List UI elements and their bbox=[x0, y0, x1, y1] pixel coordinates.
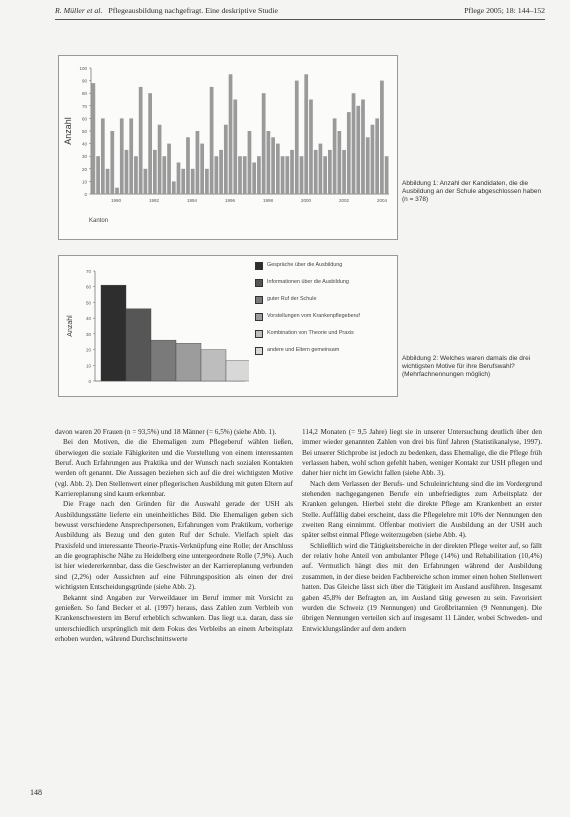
bar bbox=[328, 150, 332, 194]
y-tick-label: 80 bbox=[81, 91, 87, 97]
legend-swatch bbox=[255, 279, 263, 287]
bar bbox=[356, 106, 360, 194]
y-tick-label: 60 bbox=[81, 116, 87, 122]
bar bbox=[309, 100, 313, 195]
y-tick-label: 0 bbox=[88, 379, 91, 384]
legend-swatch bbox=[255, 313, 263, 321]
bar bbox=[300, 156, 304, 194]
bar bbox=[106, 169, 110, 194]
bar bbox=[153, 150, 157, 194]
bar bbox=[148, 93, 152, 194]
x-tick-label: 2000 bbox=[300, 198, 312, 203]
bar bbox=[139, 87, 143, 194]
header-citation: Pflege 2005; 18: 144–152 bbox=[464, 6, 545, 15]
bar bbox=[371, 125, 375, 194]
y-tick-label: 30 bbox=[85, 331, 91, 337]
figure-1-frame bbox=[58, 55, 398, 240]
bar bbox=[257, 156, 261, 194]
paragraph: davon waren 20 Frauen (n = 93,5%) und 18 Männer (= 6,5%) (siehe Abb. 1). bbox=[55, 428, 277, 436]
bar bbox=[101, 118, 105, 194]
bar bbox=[177, 163, 181, 195]
x-tick-label: 1994 bbox=[186, 198, 198, 203]
bar bbox=[120, 118, 124, 194]
bar bbox=[210, 87, 214, 194]
bar bbox=[92, 83, 96, 194]
bar bbox=[333, 118, 337, 194]
bar bbox=[226, 361, 249, 381]
x-tick-label: 2002 bbox=[338, 198, 350, 203]
bar bbox=[252, 163, 256, 195]
legend-label: Kombination von Theorie und Praxis bbox=[267, 330, 354, 336]
header-authors: R. Müller et al. bbox=[55, 6, 103, 15]
figure-1-chart bbox=[59, 56, 397, 239]
bar bbox=[285, 156, 289, 194]
bar bbox=[276, 144, 280, 194]
bar bbox=[385, 156, 389, 194]
legend-swatch bbox=[255, 296, 263, 304]
bar bbox=[342, 150, 346, 194]
x-tick-label: 2004 bbox=[376, 198, 388, 203]
page-number: 148 bbox=[30, 788, 42, 797]
x-tick-label: 1996 bbox=[224, 198, 236, 203]
legend-item bbox=[255, 296, 390, 313]
legend-label: Gespräche über die Ausbildung bbox=[267, 262, 343, 268]
y-tick-label: 60 bbox=[85, 284, 91, 290]
bar bbox=[366, 137, 370, 194]
bar bbox=[200, 144, 204, 194]
paragraph: Die Frage nach den Gründen für die Auswahl gerade der USH als Ausbildungsstätte lieferte ein uneinheitliches Bild. Die Ehemaligen geben sich bewusst verschiedene Ansprechpersonen, Erfahrungen vom Praktikum, vorherige Ausbildung als Bezug und den guten Ruf der Schule. Vielfach spielt das Praxisfeld und interessante Theorie-Praxis-Verknüpfung eine Rolle; der Anschluss an die geographische Nähe zu Heidelberg eine untergeordnete Rolle (7,9%). Auch ist hier wiedererkennbar, dass die Geschwister an der Karriereplanung verbunden sind (2,2%) oder Aussichten auf eine Führungsposition als einen der drei wichtigsten Entscheidungsgründe (siehe Abb. 2). bbox=[55, 500, 293, 592]
y-tick-label: 40 bbox=[81, 141, 87, 147]
figure-2-caption: Abbildung 2: Welches waren damals die drei wichtigsten Motive für ihre Berufswahl? (Mehrfachnennungen möglich) bbox=[402, 355, 531, 379]
bar bbox=[126, 309, 151, 381]
text-column-right bbox=[302, 427, 542, 634]
bar bbox=[375, 118, 379, 194]
bar bbox=[281, 156, 285, 194]
bar bbox=[129, 118, 133, 194]
figure-1-caption: Abbildung 1: Anzahl der Kandidaten, die die Ausbildung an der Schule abgeschlossen haben (n = 378) bbox=[402, 180, 542, 204]
paragraph: Bei den Motiven, die die Ehemaligen zum Pflegeberuf wählen ließen, überwiegen die soziale Fähigkeiten und die Vorstellung von einem interessanten Beruf. Auch Erfahrungen aus Praktika und der Wunsch nach sozialen Kontakten werden oft genannt. Die Aussagen beziehen sich auf die drei wichtigsten Motive (vgl. Abb. 2). Den Stellenwert einer pflegerischen Ausbildung mit guten Eltern auf Karriereplanung sind kaum erkennbar. bbox=[55, 438, 293, 499]
x-tick-label: 1990 bbox=[110, 198, 122, 203]
bar bbox=[125, 150, 129, 194]
bar bbox=[243, 156, 247, 194]
bar bbox=[196, 131, 200, 194]
bar bbox=[134, 156, 138, 194]
bar bbox=[181, 169, 185, 194]
legend-item bbox=[255, 330, 390, 347]
paragraph: Bekannt sind Angaben zur Verweildauer im Beruf immer mit Vorsicht zu genießen. So fand Becker et al. (1997) heraus, dass Zahlen zum Verbleib von Krankenschwestern im Beruf erheblich schwanken. Das liegt u.a. daran, dass sie unterschiedlich ursprünglich mit dem Fokus des Verbleibs an einem Arbeitsplatz erhoben wurden, während Durchschnittswerte bbox=[55, 593, 293, 643]
bar bbox=[314, 150, 318, 194]
bar bbox=[162, 156, 166, 194]
y-axis-label: Anzahl bbox=[67, 315, 74, 337]
legend-swatch bbox=[255, 347, 263, 355]
legend-item bbox=[255, 313, 390, 330]
bar bbox=[110, 131, 114, 194]
y-tick-label: 40 bbox=[85, 316, 91, 322]
bar bbox=[214, 156, 218, 194]
bar bbox=[205, 169, 209, 194]
bar bbox=[101, 285, 126, 381]
legend-label: guter Ruf der Schule bbox=[267, 296, 317, 302]
header-title: Pflegeausbildung nachgefragt. Eine deskriptive Studie bbox=[108, 6, 278, 15]
y-tick-label: 30 bbox=[81, 154, 87, 160]
y-tick-label: 50 bbox=[81, 129, 87, 134]
bar bbox=[271, 137, 275, 194]
bar bbox=[219, 150, 223, 194]
bar bbox=[224, 125, 228, 194]
y-tick-label: 100 bbox=[79, 66, 87, 71]
bar bbox=[176, 343, 201, 381]
bar bbox=[238, 156, 242, 194]
bar bbox=[248, 131, 252, 194]
y-axis-label: Anzahl bbox=[63, 117, 73, 145]
bar bbox=[262, 93, 266, 194]
bar bbox=[233, 100, 237, 195]
legend-swatch bbox=[255, 330, 263, 338]
bar bbox=[380, 81, 384, 194]
legend-label: Informationen über die Ausbildung bbox=[267, 279, 349, 285]
x-tick-label: 1992 bbox=[148, 198, 160, 203]
bar bbox=[361, 100, 365, 195]
bar bbox=[295, 81, 299, 194]
bar bbox=[96, 156, 100, 194]
y-tick-label: 90 bbox=[81, 78, 87, 84]
y-tick-label: 50 bbox=[85, 300, 91, 306]
y-tick-label: 10 bbox=[81, 179, 87, 185]
text-column-left bbox=[55, 427, 293, 644]
paragraph: Schließlich wird die Tätigkeitsbereiche in der direkten Pflege weiter auf, so fällt der relativ hohe Anteil von ambulanter Pflege (14%) und Rehabilitation (10,4%) auf. Vermutlich hängt dies mit den Erfahrungen während der Ausbildung zusammen, in der diese beiden Fachbereiche schon immer einen hohen Stellenwert hatten. Das Gleiche lässt sich über die Tätigkeit im Ausland ausführen. Insgesamt gaben 45,8% der Befragten an, im Ausland tätig gewesen zu sein. Favorisiert wurden die Schweiz (19 Nennungen) und Großbritannien (9 Nennungen). Die übrigen Nennungen verteilen sich auf insgesamt 11 Länder, wobei Schweden- und Entwicklungsländer auf dem andern bbox=[302, 541, 542, 633]
header-rule bbox=[55, 19, 545, 20]
bar bbox=[337, 131, 341, 194]
y-tick-label: 70 bbox=[81, 103, 87, 109]
y-tick-label: 0 bbox=[84, 192, 87, 197]
legend-item bbox=[255, 347, 390, 364]
bar bbox=[201, 350, 226, 381]
bar bbox=[304, 74, 308, 194]
bar bbox=[229, 74, 233, 194]
bar bbox=[167, 144, 171, 194]
legend-label: andere und Eltern gemeinsam bbox=[267, 347, 340, 353]
bar bbox=[267, 131, 271, 194]
bar bbox=[323, 156, 327, 194]
y-tick-label: 20 bbox=[81, 166, 87, 172]
bar bbox=[158, 125, 162, 194]
y-tick-label: 70 bbox=[85, 269, 91, 274]
legend-item bbox=[255, 279, 390, 296]
bar bbox=[191, 169, 195, 194]
paragraph: 114,2 Monaten (= 9,5 Jahre) liegt sie in unserer Untersuchung deutlich über den immer wieder genannten Zahlen von drei bis fünf Jahren (Statistikanalyse, 1997). Bei unserer Stichprobe ist jedoch zu bedenken, dass Ehemalige, die die Pflege früh verlassen haben, wohl schon gefehlt haben, weniger Kontakt zur USH pflegen und daher hier nicht im Gewicht fallen (siehe Abb. 3). bbox=[302, 428, 542, 478]
bar bbox=[186, 137, 190, 194]
legend-label: Vorstellungen vom Krankenpflegeberuf bbox=[267, 313, 360, 319]
bar bbox=[290, 150, 294, 194]
bar bbox=[319, 144, 323, 194]
bar bbox=[352, 93, 356, 194]
bar bbox=[151, 340, 176, 381]
legend-swatch bbox=[255, 262, 263, 270]
bar bbox=[115, 188, 119, 194]
bar bbox=[347, 112, 351, 194]
bar bbox=[144, 169, 148, 194]
source-label: Kanton bbox=[89, 218, 109, 224]
bar bbox=[172, 181, 176, 194]
figure-2-legend bbox=[255, 262, 390, 364]
y-tick-label: 10 bbox=[85, 363, 91, 369]
paragraph: Nach dem Verlassen der Berufs- und Schuleinrichtung sind die im Vordergrund stehenden nachgegangenen Berufe ein unbefriedigtes zum Arbeitsplatz der Kranken gelungen. Hierbei steht die direkte Pflege am Krankenbett an erster Stelle. Auffällig dabei erscheint, dass die Pflegelehre mit 10% der Nennungen den zweiten Rang einnimmt. Offenbar motiviert die Ausbildung an der USH auch später selbst einmal Pflege weiterzugeben (siehe Abb. 4). bbox=[302, 479, 542, 540]
x-tick-label: 1998 bbox=[262, 198, 274, 203]
running-header bbox=[55, 6, 545, 15]
legend-item bbox=[255, 262, 390, 279]
y-tick-label: 20 bbox=[85, 347, 91, 353]
figure-2-chart bbox=[59, 256, 249, 396]
